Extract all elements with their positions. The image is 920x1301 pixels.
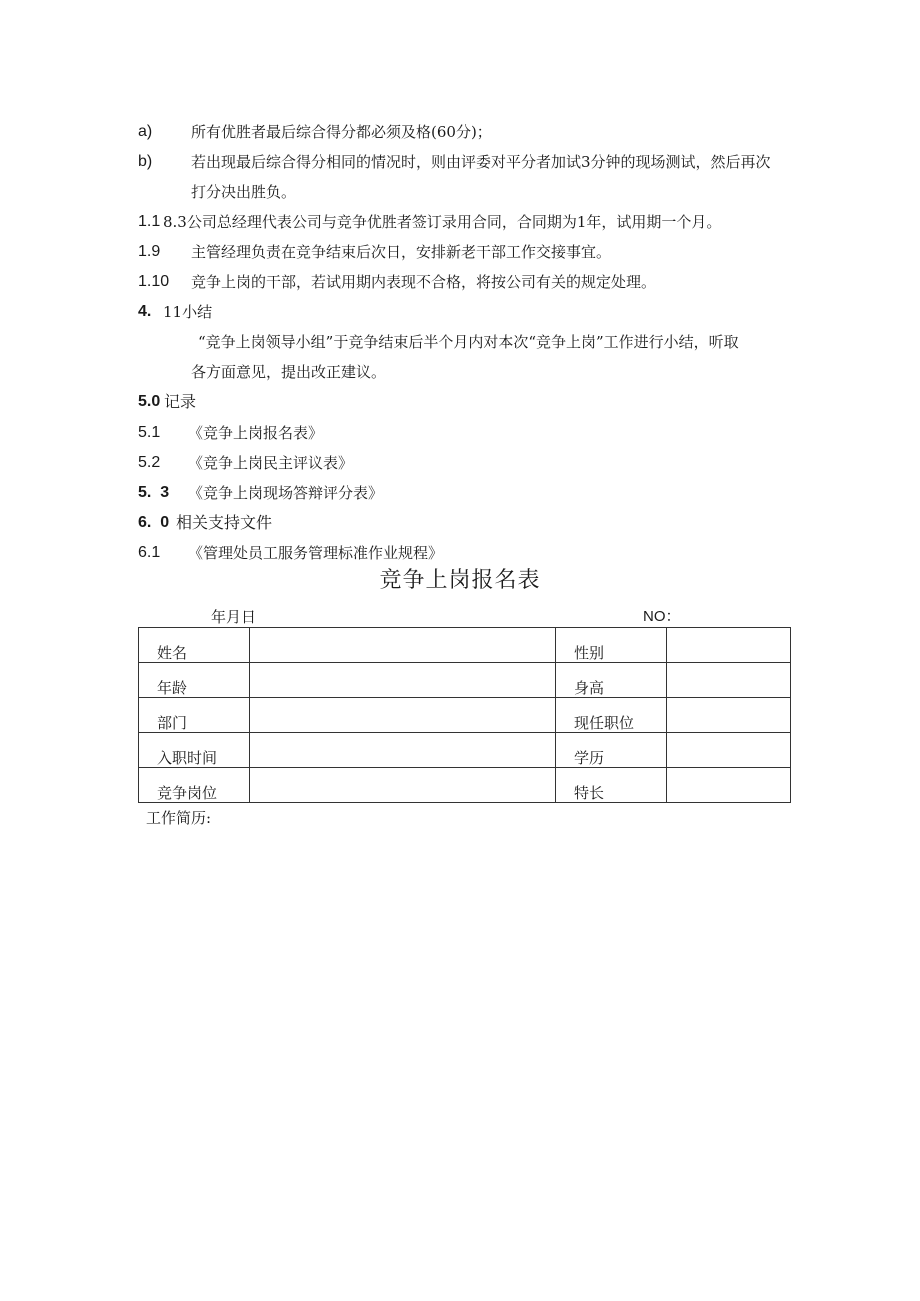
registration-form-table (138, 627, 791, 803)
item-a-number: a) (138, 123, 153, 140)
item-1-1-text: 8.3公司总经理代表公司与竞争优胜者签订录用合同，合同期为1年，试用期一个月。 (163, 213, 722, 231)
department-field[interactable] (250, 698, 556, 733)
section-5-heading-number: 5.0 (138, 393, 161, 410)
form-number-label: NO： (643, 608, 681, 625)
table-row (139, 768, 791, 803)
table-row (139, 733, 791, 768)
section-6-heading-text: 相关支持文件 (176, 513, 273, 532)
current-position-label: 现任职位 (556, 698, 667, 733)
item-5-1-number: 5.1 (138, 424, 161, 441)
specialty-label: 特长 (556, 768, 667, 803)
hire-date-label: 入职时间 (139, 733, 250, 768)
item-5-2-text: 《竞争上岗民主评议表》 (188, 454, 354, 472)
item-b-continuation: 打分决出胜负。 (191, 183, 297, 201)
education-label: 学历 (556, 733, 667, 768)
hire-date-field[interactable] (250, 733, 556, 768)
item-1-1-number: 1.1 (138, 213, 161, 230)
height-label: 身高 (556, 663, 667, 698)
form-title: 竞争上岗报名表 (379, 568, 541, 593)
item-b-number: b) (138, 153, 153, 170)
item-6-1-text: 《管理处员工服务管理标准作业规程》 (188, 544, 444, 562)
name-label: 姓名 (139, 628, 250, 663)
table-row (139, 663, 791, 698)
item-1-10-text: 竞争上岗的干部，若试用期内表现不合格，将按公司有关的规定处理。 (191, 273, 657, 291)
form-date-label: 年月日 (211, 608, 257, 626)
gender-field[interactable] (667, 628, 791, 663)
age-field[interactable] (250, 663, 556, 698)
department-label: 部门 (139, 698, 250, 733)
current-position-field[interactable] (667, 698, 791, 733)
work-history-label: 工作简历: (146, 809, 212, 827)
section-5-heading-text: 记录 (164, 392, 197, 411)
section-4-title: 11小结 (163, 303, 213, 321)
item-1-9-text: 主管经理负责在竞争结束后次日，安排新老干部工作交接事宜。 (191, 243, 612, 261)
gender-label: 性别 (556, 628, 667, 663)
item-5-3-text: 《竞争上岗现场答辩评分表》 (188, 484, 384, 502)
item-a-text: 所有优胜者最后综合得分都必须及格(60分)； (191, 123, 492, 141)
specialty-field[interactable] (667, 768, 791, 803)
table-row (139, 698, 791, 733)
item-1-10-number: 1.10 (138, 273, 170, 290)
item-5-3-number: 5. 3 (138, 484, 170, 501)
item-6-1-number: 6.1 (138, 544, 161, 561)
name-field[interactable] (250, 628, 556, 663)
item-5-1-text: 《竞争上岗报名表》 (188, 424, 324, 442)
height-field[interactable] (667, 663, 791, 698)
item-1-9-number: 1.9 (138, 243, 161, 260)
section-6-heading-number: 6. 0 (138, 514, 170, 531)
education-field[interactable] (667, 733, 791, 768)
section-4-number: 4. (138, 303, 152, 320)
section-4-paragraph: “竞争上岗领导小组”于竞争结束后半个月内对本次“竞争上岗”工作进行小结，听取 (198, 333, 739, 351)
target-position-label: 竞争岗位 (139, 768, 250, 803)
item-b-text: 若出现最后综合得分相同的情况时，则由评委对平分者加试3分钟的现场测试，然后再次 (191, 153, 771, 171)
item-5-2-number: 5.2 (138, 454, 161, 471)
age-label: 年龄 (139, 663, 250, 698)
table-row (139, 628, 791, 663)
section-4-paragraph-continuation: 各方面意见，提出改正建议。 (191, 363, 387, 381)
target-position-field[interactable] (250, 768, 556, 803)
